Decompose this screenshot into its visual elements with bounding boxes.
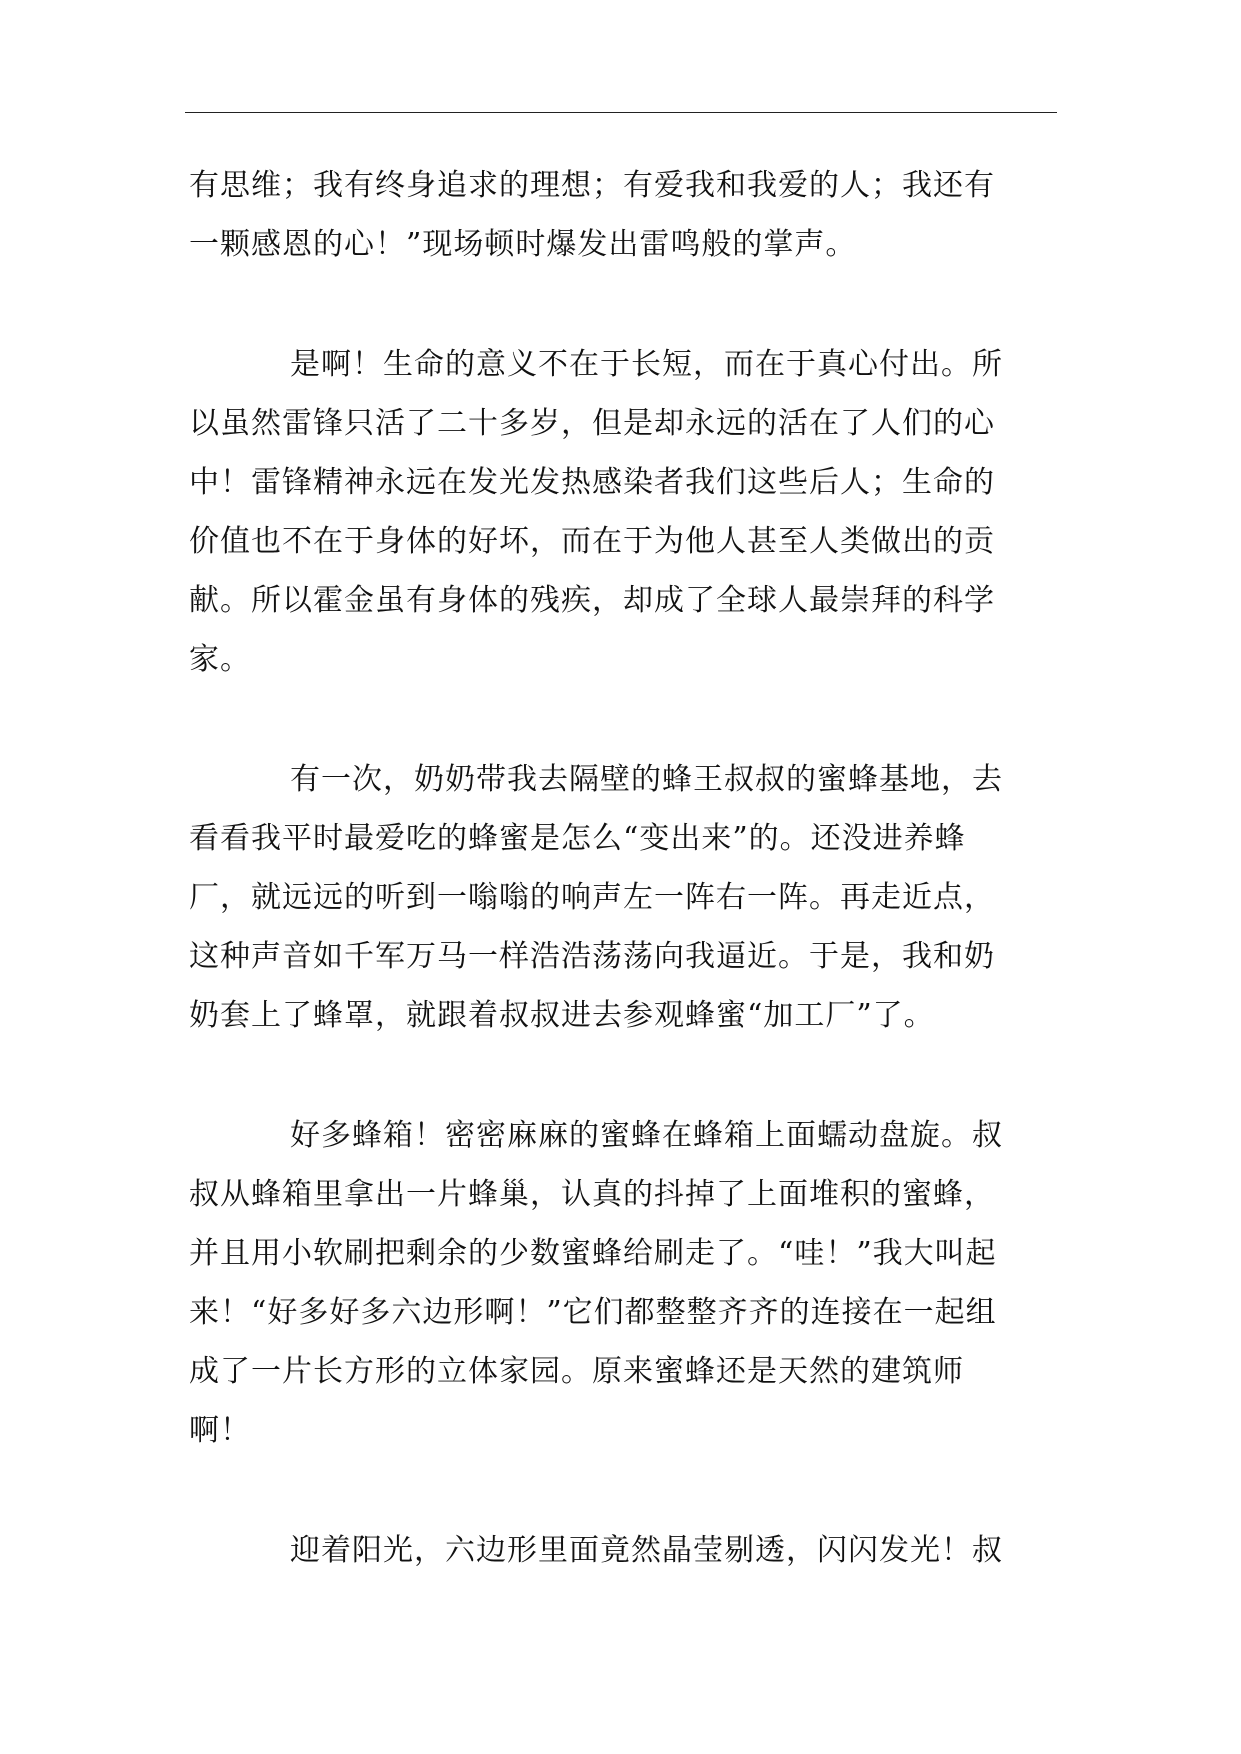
paragraph-1-line-2: 一颗感恩的心！”现场顿时爆发出雷鸣般的掌声。: [189, 227, 857, 262]
paragraph-4-line-1: 好多蜂箱！密密麻麻的蜜蜂在蜂箱上面蠕动盘旋。叔: [290, 1118, 1003, 1153]
paragraph-4-line-4: 来！“好多好多六边形啊！”它们都整整齐齐的连接在一起组: [189, 1295, 997, 1330]
paragraph-3-line-3: 厂，就远远的听到一嗡嗡的响声左一阵右一阵。再走近点，: [189, 880, 995, 915]
paragraph-4-line-3: 并且用小软刷把剩余的少数蜜蜂给刷走了。“哇！”我大叫起: [189, 1236, 997, 1271]
paragraph-2-line-2: 以虽然雷锋只活了二十多岁，但是却永远的活在了人们的心: [189, 406, 995, 441]
paragraph-4-line-6: 啊！: [189, 1413, 251, 1448]
paragraph-4-line-5: 成了一片长方形的立体家园。原来蜜蜂还是天然的建筑师: [189, 1354, 964, 1389]
paragraph-4-line-2: 叔从蜂箱里拿出一片蜂巢，认真的抖掉了上面堆积的蜜蜂，: [189, 1177, 995, 1212]
paragraph-3-line-5: 奶套上了蜂罩，就跟着叔叔进去参观蜂蜜“加工厂”了。: [189, 998, 935, 1033]
paragraph-5-line-1: 迎着阳光，六边形里面竟然晶莹剔透，闪闪发光！叔: [290, 1533, 1003, 1568]
paragraph-3-line-2: 看看我平时最爱吃的蜂蜜是怎么“变出来”的。还没进养蜂: [189, 821, 966, 856]
paragraph-1-line-1: 有思维；我有终身追求的理想；有爱我和我爱的人；我还有: [189, 168, 995, 203]
paragraph-3-line-1: 有一次，奶奶带我去隔壁的蜂王叔叔的蜜蜂基地，去: [290, 762, 1003, 797]
paragraph-2-line-5: 献。所以霍金虽有身体的残疾，却成了全球人最崇拜的科学: [189, 583, 995, 618]
paragraph-2-line-6: 家。: [189, 642, 251, 677]
header-rule: [185, 112, 1057, 113]
paragraph-2-line-1: 是啊！生命的意义不在于长短，而在于真心付出。所: [290, 347, 1003, 382]
paragraph-2-line-4: 价值也不在于身体的好坏，而在于为他人甚至人类做出的贡: [189, 524, 995, 559]
paragraph-2-line-3: 中！雷锋精神永远在发光发热感染者我们这些后人；生命的: [189, 465, 995, 500]
paragraph-3-line-4: 这种声音如千军万马一样浩浩荡荡向我逼近。于是，我和奶: [189, 939, 995, 974]
